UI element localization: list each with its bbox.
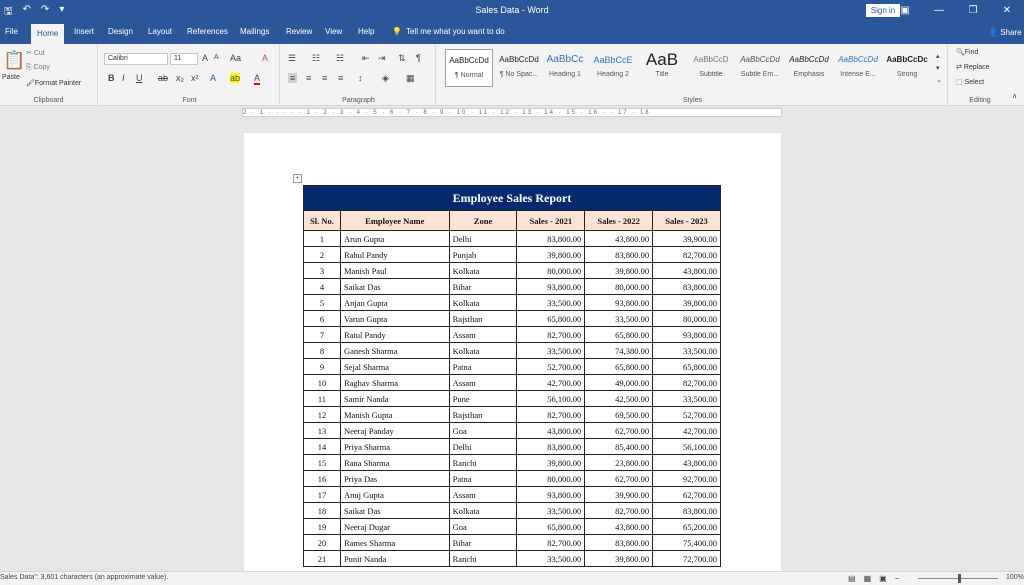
paste-button[interactable]: Paste <box>2 74 20 81</box>
sl-no-cell[interactable]: 13 <box>304 423 341 439</box>
sales-2021-cell[interactable]: 39,800.00 <box>517 247 585 263</box>
read-mode-icon[interactable]: ▤ <box>848 574 856 583</box>
table-header-row <box>304 211 721 231</box>
sl-no-cell[interactable]: 3 <box>304 263 341 279</box>
table-row <box>304 423 721 439</box>
style-preview: AaBbCcD <box>693 55 729 64</box>
tab-file[interactable]: File <box>5 27 18 36</box>
sales-2021-cell[interactable]: 65,800.00 <box>517 311 585 327</box>
style-strong[interactable] <box>883 49 931 87</box>
style-title[interactable] <box>638 49 686 87</box>
zone-cell[interactable]: Bihar <box>449 535 517 551</box>
employee-name-cell[interactable]: Sejal Sharma <box>340 359 449 375</box>
employee-name-cell[interactable]: Punit Nanda <box>340 551 449 567</box>
minimize-icon[interactable]: — <box>934 5 944 16</box>
sales-2021-cell[interactable]: 83,800.00 <box>517 439 585 455</box>
share-label: Share <box>1000 28 1022 37</box>
sales-2022-cell[interactable]: 39,800.00 <box>585 263 653 279</box>
sales-2022-cell[interactable]: 49,000.00 <box>585 375 653 391</box>
style-preview: AaBbCcDd <box>740 55 780 64</box>
sales-2022-cell[interactable]: 43,800.00 <box>585 519 653 535</box>
zoom-level[interactable]: 100% <box>1006 574 1024 581</box>
paste-icon[interactable]: 📋 <box>3 50 26 70</box>
ruler-track[interactable]: 2 · 1 · · · ∙ · 1 · 2 · 3 · 4 · 5 · 6 · 7 · 8 · 9 · 10 · 11 · 12 · 13 · 14 · 15 · 16 · · 17 · 18 <box>242 108 782 117</box>
zone-cell[interactable]: Patna <box>449 471 517 487</box>
cut-button[interactable] <box>26 49 45 57</box>
sales-2022-cell[interactable]: 83,800.00 <box>585 247 653 263</box>
horizontal-ruler <box>0 106 1024 119</box>
ribbon <box>0 44 1024 106</box>
employee-name-cell[interactable]: Manish Paul <box>340 263 449 279</box>
zone-cell[interactable]: Assam <box>449 487 517 503</box>
cut-icon: ✂ <box>26 50 34 57</box>
bold-icon[interactable]: B <box>108 73 115 83</box>
zone-cell[interactable]: Assam <box>449 327 517 343</box>
style-label: Strong <box>896 71 918 78</box>
employee-name-cell[interactable]: Saikat Das <box>340 279 449 295</box>
redo-icon[interactable]: ↷ <box>40 4 50 15</box>
sl-no-cell[interactable]: 9 <box>304 359 341 375</box>
sales-2023-cell[interactable]: 83,800.00 <box>653 279 721 295</box>
sl-no-cell[interactable]: 5 <box>304 295 341 311</box>
style-heading-2[interactable] <box>589 49 637 87</box>
sales-2022-cell[interactable]: 85,400.00 <box>585 439 653 455</box>
sl-no-cell[interactable]: 17 <box>304 487 341 503</box>
editing-group-label: Editing <box>969 97 991 104</box>
select-label: Select <box>964 79 985 86</box>
col-header-sl-no: Sl. No. <box>304 211 341 231</box>
customize-qat-icon[interactable]: ▾ <box>59 4 65 15</box>
sales-2023-cell[interactable]: 72,700.00 <box>653 551 721 567</box>
sales-2023-cell[interactable]: 52,700.00 <box>653 407 721 423</box>
style-preview: AaBbCcDd <box>789 55 829 64</box>
sales-2022-cell[interactable]: 93,800.00 <box>585 295 653 311</box>
sales-2022-cell[interactable]: 82,700.00 <box>585 503 653 519</box>
clipboard-group <box>0 44 98 106</box>
style-heading-1[interactable] <box>541 49 589 87</box>
select-button[interactable] <box>956 78 984 86</box>
web-layout-icon[interactable]: ▣ <box>879 574 887 583</box>
zoom-out-icon[interactable]: − <box>894 574 900 583</box>
sales-2023-cell[interactable]: 39,800.00 <box>653 295 721 311</box>
close-icon[interactable]: ✕ <box>1002 5 1012 16</box>
col-header-sales-2021: Sales - 2021 <box>517 211 585 231</box>
window-controls <box>888 0 1024 22</box>
replace-icon: ⇄ <box>956 64 964 71</box>
zone-cell[interactable]: Delhi <box>449 231 517 247</box>
table-row <box>304 471 721 487</box>
sales-2022-cell[interactable]: 23,800.00 <box>585 455 653 471</box>
sales-2023-cell[interactable]: 43,800.00 <box>653 455 721 471</box>
justify-icon[interactable]: ≡ <box>338 73 344 83</box>
italic-icon[interactable]: I <box>122 73 125 83</box>
table-body <box>304 231 721 567</box>
format-painter-label: Format Painter <box>34 80 82 87</box>
strikethrough-icon[interactable]: ab <box>158 73 169 83</box>
style-label: ¶ Normal <box>454 72 484 79</box>
shading-icon[interactable]: ◈ <box>382 73 389 83</box>
styles-scroll-up-icon[interactable]: ▴ <box>936 53 940 60</box>
sales-2023-cell[interactable]: 42,700.00 <box>653 423 721 439</box>
tab-home[interactable]: Home <box>31 24 64 44</box>
table-row <box>304 359 721 375</box>
sales-2023-cell[interactable]: 82,700.00 <box>653 247 721 263</box>
col-header-sales-2023: Sales - 2023 <box>653 211 721 231</box>
sl-no-cell[interactable]: 11 <box>304 391 341 407</box>
employee-name-cell[interactable]: Rahul Pandy <box>340 247 449 263</box>
sales-2023-cell[interactable]: 33,500.00 <box>653 343 721 359</box>
sales-2021-cell[interactable]: 39,800.00 <box>517 455 585 471</box>
editing-group <box>950 44 1010 106</box>
sales-2023-cell[interactable]: 93,800.00 <box>653 327 721 343</box>
employee-sales-table[interactable] <box>303 185 721 567</box>
copy-icon: ⎘ <box>26 64 34 71</box>
style-subtle-emphasis[interactable] <box>736 49 784 87</box>
style-normal[interactable] <box>445 49 493 87</box>
employee-name-cell[interactable]: Saikat Das <box>340 503 449 519</box>
borders-icon[interactable]: ▦ <box>406 73 415 83</box>
title-bar <box>0 0 1024 22</box>
sl-no-cell[interactable]: 19 <box>304 519 341 535</box>
sales-2023-cell[interactable]: 82,700.00 <box>653 375 721 391</box>
sl-no-cell[interactable]: 15 <box>304 455 341 471</box>
table-row <box>304 487 721 503</box>
font-size-select[interactable]: 11 <box>170 53 198 65</box>
lightbulb-icon: 💡 <box>392 27 402 36</box>
sl-no-cell[interactable]: 6 <box>304 311 341 327</box>
sales-2023-cell[interactable]: 80,000.00 <box>653 311 721 327</box>
table-row <box>304 311 721 327</box>
share-icon: 👤 <box>988 28 998 37</box>
style-intense-emphasis[interactable] <box>834 49 882 87</box>
sales-2023-cell[interactable]: 43,800.00 <box>653 263 721 279</box>
zone-cell[interactable]: Rajsthan <box>449 311 517 327</box>
sl-no-cell[interactable]: 7 <box>304 327 341 343</box>
sales-2023-cell[interactable]: 65,200.00 <box>653 519 721 535</box>
zone-cell[interactable]: Ranchi <box>449 551 517 567</box>
style-label: Intense E... <box>840 71 876 78</box>
font-group-label: Font <box>182 97 197 104</box>
tab-insert[interactable]: Insert <box>74 27 95 36</box>
tab-references[interactable]: References <box>187 27 228 36</box>
copy-label: Copy <box>33 64 50 71</box>
print-layout-icon[interactable]: ▦ <box>863 574 872 583</box>
sales-2023-cell[interactable]: 92,700.00 <box>653 471 721 487</box>
employee-name-cell[interactable]: Priya Das <box>340 471 449 487</box>
zone-cell[interactable]: Bihar <box>449 279 517 295</box>
sales-2021-cell[interactable]: 80,000.00 <box>517 471 585 487</box>
tab-layout[interactable]: Layout <box>148 27 173 36</box>
sales-2022-cell[interactable]: 43,800.00 <box>585 231 653 247</box>
sales-2021-cell[interactable]: 93,800.00 <box>517 487 585 503</box>
align-center-icon[interactable]: ≡ <box>306 73 312 83</box>
select-icon: ⬚ <box>956 79 965 86</box>
sl-no-cell[interactable]: 18 <box>304 503 341 519</box>
sales-2022-cell[interactable]: 69,500.00 <box>585 407 653 423</box>
zone-cell[interactable]: Kolkata <box>449 343 517 359</box>
sales-2021-cell[interactable]: 33,500.00 <box>517 343 585 359</box>
employee-name-cell[interactable]: Rana Sharma <box>340 455 449 471</box>
zone-cell[interactable]: Goa <box>449 519 517 535</box>
style-no-spacing[interactable] <box>495 49 543 87</box>
table-row <box>304 247 721 263</box>
shrink-font-icon[interactable]: A <box>214 54 219 61</box>
sl-no-cell[interactable]: 20 <box>304 535 341 551</box>
sales-2022-cell[interactable]: 62,700.00 <box>585 423 653 439</box>
table-move-handle[interactable]: + <box>293 174 302 183</box>
align-right-icon[interactable]: ≡ <box>322 73 328 83</box>
find-button[interactable] <box>956 48 978 56</box>
employee-name-cell[interactable]: Ratul Pandy <box>340 327 449 343</box>
clear-formatting-icon[interactable]: A <box>262 53 269 63</box>
style-preview: AaBbCcDc <box>886 55 928 64</box>
employee-name-cell[interactable]: Priya Sharma <box>340 439 449 455</box>
sales-2023-cell[interactable]: 83,800.00 <box>653 503 721 519</box>
employee-name-cell[interactable]: Rames Sharma <box>340 535 449 551</box>
sales-2023-cell[interactable]: 62,700.00 <box>653 487 721 503</box>
sales-2022-cell[interactable]: 65,800.00 <box>585 327 653 343</box>
styles-group <box>438 44 948 106</box>
copy-button[interactable] <box>26 64 50 72</box>
status-text: Sales Data": 3,601 characters (an approximate value). <box>0 574 169 581</box>
sales-2021-cell[interactable]: 82,700.00 <box>517 407 585 423</box>
highlight-icon[interactable]: ab <box>230 73 241 83</box>
font-color-icon[interactable]: A <box>254 73 261 83</box>
employee-name-cell[interactable]: Anjan Gupta <box>340 295 449 311</box>
table-title: Employee Sales Report <box>304 186 721 211</box>
find-icon: 🔍 <box>956 49 965 56</box>
style-preview: AaBbCcDd <box>449 56 489 65</box>
employee-name-cell[interactable]: Neeraj Panday <box>340 423 449 439</box>
style-subtitle[interactable] <box>687 49 735 87</box>
sales-2022-cell[interactable]: 39,800.00 <box>585 551 653 567</box>
sl-no-cell[interactable]: 4 <box>304 279 341 295</box>
zone-cell[interactable]: Assam <box>449 375 517 391</box>
sl-no-cell[interactable]: 14 <box>304 439 341 455</box>
style-preview: AaBbCc <box>546 54 584 65</box>
styles-scroll-down-icon[interactable]: ▾ <box>936 65 940 72</box>
style-label: Subtitle <box>699 71 723 78</box>
zone-cell[interactable]: Delhi <box>449 439 517 455</box>
tell-me-label: Tell me what you want to do <box>405 27 505 36</box>
superscript-icon[interactable]: x² <box>191 73 199 83</box>
align-left-icon[interactable]: ≡ <box>290 73 296 83</box>
table-row <box>304 375 721 391</box>
zone-cell[interactable]: Kolkata <box>449 295 517 311</box>
style-preview: AaBbCcDd <box>838 55 878 64</box>
employee-name-cell[interactable]: Ganesh Sharma <box>340 343 449 359</box>
sl-no-cell[interactable]: 8 <box>304 343 341 359</box>
sales-2021-cell[interactable]: 52,700.00 <box>517 359 585 375</box>
employee-name-cell[interactable]: Samir Nanda <box>340 391 449 407</box>
zoom-slider-thumb[interactable] <box>958 574 961 583</box>
font-family-select[interactable]: Calibri <box>104 53 168 65</box>
styles-group-label: Styles <box>682 97 703 104</box>
status-bar <box>0 571 1024 585</box>
sales-2021-cell[interactable]: 56,100.00 <box>517 391 585 407</box>
format-painter-icon: 🖌 <box>26 80 35 87</box>
find-label: Find <box>964 49 979 56</box>
clipboard-group-label: Clipboard <box>33 97 64 104</box>
zone-cell[interactable]: Patna <box>449 359 517 375</box>
save-icon[interactable]: 🖫 <box>4 6 13 17</box>
paragraph-group-label: Paragraph <box>342 97 375 104</box>
style-label: Heading 1 <box>549 71 581 78</box>
tab-help[interactable]: Help <box>358 27 375 36</box>
table-row <box>304 327 721 343</box>
sales-2021-cell[interactable]: 42,700.00 <box>517 375 585 391</box>
sales-2021-cell[interactable]: 82,700.00 <box>517 327 585 343</box>
style-label: Title <box>655 71 669 78</box>
style-preview: AaB <box>645 50 679 69</box>
sales-2021-cell[interactable]: 43,800.00 <box>517 423 585 439</box>
styles-more-icon[interactable]: ⌄ <box>936 77 942 84</box>
zone-cell[interactable]: Goa <box>449 423 517 439</box>
table-row <box>304 439 721 455</box>
sales-2022-cell[interactable]: 65,800.00 <box>585 359 653 375</box>
increase-indent-icon[interactable]: ⇥ <box>378 53 386 63</box>
tell-me-search[interactable] <box>392 27 505 36</box>
zone-cell[interactable]: Punjab <box>449 247 517 263</box>
zone-cell[interactable]: Rajsthan <box>449 407 517 423</box>
window-title: Sales Data - Word <box>475 5 549 15</box>
employee-name-cell[interactable]: Arun Gupta <box>340 231 449 247</box>
style-label: ¶ No Spac... <box>499 71 539 78</box>
table-row <box>304 503 721 519</box>
font-group <box>100 44 280 106</box>
decrease-indent-icon[interactable]: ⇤ <box>362 53 370 63</box>
sales-2021-cell[interactable]: 33,500.00 <box>517 503 585 519</box>
sales-2022-cell[interactable]: 42,500.00 <box>585 391 653 407</box>
table-row <box>304 407 721 423</box>
bullets-icon[interactable]: ☰ <box>288 53 297 63</box>
sales-2021-cell[interactable]: 93,800.00 <box>517 279 585 295</box>
table-row <box>304 391 721 407</box>
col-header-sales-2022: Sales - 2022 <box>585 211 653 231</box>
tab-view[interactable]: View <box>325 27 343 36</box>
text-effects-icon[interactable]: A <box>210 73 217 83</box>
table-row <box>304 279 721 295</box>
sales-2022-cell[interactable]: 74,380.00 <box>585 343 653 359</box>
employee-name-cell[interactable]: Manish Gupta <box>340 407 449 423</box>
maximize-icon[interactable]: ❐ <box>968 5 978 16</box>
zone-cell[interactable]: Kolkata <box>449 263 517 279</box>
employee-name-cell[interactable]: Anuj Gupta <box>340 487 449 503</box>
sales-2021-cell[interactable]: 83,800.00 <box>517 231 585 247</box>
line-spacing-icon[interactable]: ↕ <box>358 73 363 83</box>
sales-2023-cell[interactable]: 56,100.00 <box>653 439 721 455</box>
sales-2023-cell[interactable]: 65,800.00 <box>653 359 721 375</box>
style-emphasis[interactable] <box>785 49 833 87</box>
undo-icon[interactable]: ↶ <box>22 4 31 15</box>
table-row <box>304 519 721 535</box>
table-row <box>304 231 721 247</box>
underline-icon[interactable]: U <box>136 73 143 83</box>
sales-2021-cell[interactable]: 65,800.00 <box>517 519 585 535</box>
tab-design[interactable]: Design <box>108 27 133 36</box>
sign-in-button[interactable]: Sign in <box>866 4 900 17</box>
table-row <box>304 295 721 311</box>
ribbon-tabs <box>0 22 1024 44</box>
sort-icon[interactable]: ⇅ <box>398 53 406 63</box>
style-label: Subtle Em... <box>740 71 780 78</box>
show-formatting-icon[interactable]: ¶ <box>416 53 421 63</box>
sales-2023-cell[interactable]: 33,500.00 <box>653 391 721 407</box>
paragraph-group <box>282 44 436 106</box>
replace-button[interactable] <box>956 63 990 71</box>
numbering-icon[interactable]: ☷ <box>312 53 321 63</box>
ribbon-display-icon[interactable]: ▣ <box>900 5 910 16</box>
sales-2021-cell[interactable]: 33,500.00 <box>517 295 585 311</box>
tab-mailings[interactable]: Mailings <box>240 27 270 36</box>
style-label: Heading 2 <box>597 71 629 78</box>
share-button[interactable] <box>988 28 1022 37</box>
sl-no-cell[interactable]: 16 <box>304 471 341 487</box>
sl-no-cell[interactable]: 21 <box>304 551 341 567</box>
style-preview: AaBbCcDd <box>499 55 539 64</box>
sales-2022-cell[interactable]: 62,700.00 <box>585 471 653 487</box>
sales-2023-cell[interactable]: 75,400.00 <box>653 535 721 551</box>
sales-2021-cell[interactable]: 82,700.00 <box>517 535 585 551</box>
replace-label: Replace <box>963 64 990 71</box>
employee-name-cell[interactable]: Varun Gupta <box>340 311 449 327</box>
sales-2023-cell[interactable]: 39,900.00 <box>653 231 721 247</box>
col-header-employee-name: Employee Name <box>340 211 449 231</box>
style-preview: AaBbCcE <box>593 55 633 65</box>
zone-cell[interactable]: Ranchi <box>449 455 517 471</box>
cut-label: Cut <box>33 50 45 57</box>
sales-2021-cell[interactable]: 33,500.00 <box>517 551 585 567</box>
sl-no-cell[interactable]: 12 <box>304 407 341 423</box>
table-row <box>304 535 721 551</box>
sales-2022-cell[interactable]: 39,900.00 <box>585 487 653 503</box>
sales-2022-cell[interactable]: 33,500.00 <box>585 311 653 327</box>
table-row <box>304 455 721 471</box>
col-header-zone: Zone <box>449 211 517 231</box>
format-painter-button[interactable] <box>26 79 81 87</box>
table-row <box>304 551 721 567</box>
sales-2022-cell[interactable]: 80,000.00 <box>585 279 653 295</box>
style-label: Emphasis <box>793 71 825 78</box>
sl-no-cell[interactable]: 2 <box>304 247 341 263</box>
tab-review[interactable]: Review <box>286 27 313 36</box>
grow-font-icon[interactable]: A <box>202 53 209 63</box>
table-row <box>304 263 721 279</box>
sales-2022-cell[interactable]: 83,800.00 <box>585 535 653 551</box>
sl-no-cell[interactable]: 10 <box>304 375 341 391</box>
view-buttons <box>848 574 899 583</box>
subscript-icon[interactable]: x₂ <box>176 73 184 83</box>
table-row <box>304 343 721 359</box>
employee-name-cell[interactable]: Raghav Sharma <box>340 375 449 391</box>
change-case-icon[interactable]: Aa <box>230 53 242 63</box>
multilevel-list-icon[interactable]: ☵ <box>336 53 345 63</box>
sales-2021-cell[interactable]: 80,000.00 <box>517 263 585 279</box>
collapse-ribbon-icon[interactable]: ∧ <box>1012 93 1018 100</box>
zone-cell[interactable]: Kolkata <box>449 503 517 519</box>
zone-cell[interactable]: Pune <box>449 391 517 407</box>
sl-no-cell[interactable]: 1 <box>304 231 341 247</box>
employee-name-cell[interactable]: Neeraj Dugar <box>340 519 449 535</box>
